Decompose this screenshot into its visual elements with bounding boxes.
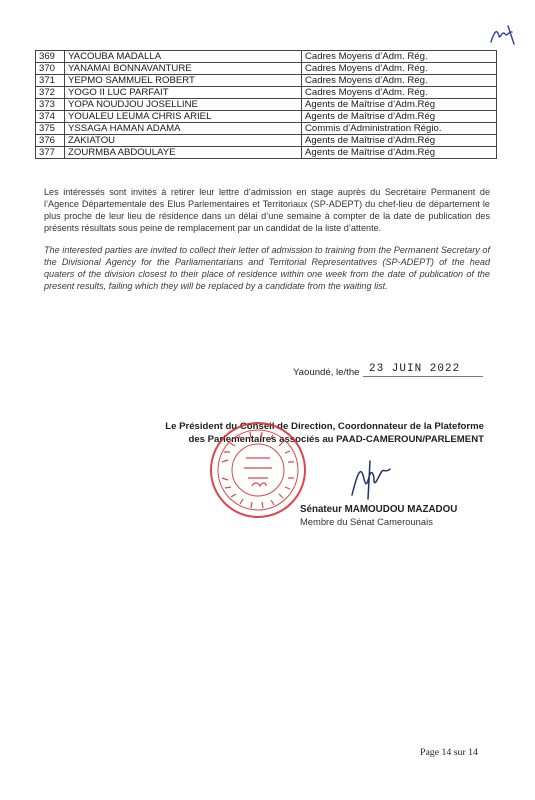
candidate-category: Agents de Maîtrise d’Adm.Rég: [302, 135, 497, 147]
row-number: 377: [36, 147, 65, 159]
candidate-category: Agents de Maîtrise d’Adm.Rég: [302, 111, 497, 123]
row-number: 371: [36, 75, 65, 87]
candidate-name: YOGO II LUC PARFAIT: [65, 87, 302, 99]
row-number: 376: [36, 135, 65, 147]
signer-title-line2: des Parlementaires associés au PAAD-CAMEROUN/PARLEMENT: [188, 434, 484, 445]
table-row: [36, 87, 497, 99]
candidate-category: Cadres Moyens d’Adm. Rég.: [302, 63, 497, 75]
signer-title-line1: Le Président du Conseil de Direction, Coordonnateur de la Plateforme: [165, 421, 484, 432]
table-row: [36, 99, 497, 111]
handwritten-initials-icon: [488, 22, 518, 48]
table-row: [36, 75, 497, 87]
senate-seal-icon: [208, 420, 308, 520]
candidate-category: Commis d’Administration Régio.: [302, 123, 497, 135]
table-row: [36, 123, 497, 135]
row-number: 374: [36, 111, 65, 123]
dateline: [293, 363, 483, 378]
candidate-name: YEPMO SAMMUEL ROBERT: [65, 75, 302, 87]
dateline-rule: [363, 376, 483, 377]
row-number: 370: [36, 63, 65, 75]
candidate-name: YOUALEU LEUMA CHRIS ARIEL: [65, 111, 302, 123]
candidate-category: Agents de Maîtrise d’Adm.Rég: [302, 147, 497, 159]
candidate-name: YACOUBA MADALLA: [65, 51, 302, 63]
dateline-date: 23 JUIN 2022: [369, 363, 461, 375]
table-row: [36, 51, 497, 63]
table-row: [36, 111, 497, 123]
admitted-candidates-table: [35, 50, 497, 159]
page-number: Page 14 sur 14: [420, 747, 478, 758]
candidate-category: Cadres Moyens d’Adm. Rég.: [302, 87, 497, 99]
row-number: 369: [36, 51, 65, 63]
candidate-name: YANAMAI BONNAVANTURE: [65, 63, 302, 75]
table-row: [36, 147, 497, 159]
signer-name: Sénateur MAMOUDOU MAZADOU: [300, 504, 458, 515]
table-row: [36, 63, 497, 75]
table-row: [36, 135, 497, 147]
candidate-name: YOPA NOUDJOU JOSELLINE: [65, 99, 302, 111]
notice-french: Les intéressés sont invités à retirer leur lettre d’admission en stage auprès du Secrétaire Permanent de l’Agence Départementale des Elus Parlementaires et Territoriaux (SP-ADEPT) du chef-lieu de département le plus proche de leur lieu de résidence dans un délai d’une semaine à compter de la date de publication des présents résultats sous peine de remplacement par un candidat de la liste d’attente.: [44, 187, 490, 233]
candidate-name: ZAKIATOU: [65, 135, 302, 147]
row-number: 375: [36, 123, 65, 135]
candidate-name: YSSAGA HAMAN ADAMA: [65, 123, 302, 135]
candidate-name: ZOURMBA ABDOULAYE: [65, 147, 302, 159]
signer-role: Membre du Sénat Camerounais: [300, 516, 433, 527]
dateline-place: Yaoundé, le/the: [293, 367, 360, 378]
row-number: 372: [36, 87, 65, 99]
candidate-category: Agents de Maîtrise d’Adm.Rég: [302, 99, 497, 111]
candidate-category: Cadres Moyens d’Adm. Rég.: [302, 51, 497, 63]
candidate-category: Cadres Moyens d’Adm. Rég.: [302, 75, 497, 87]
notice-english: The interested parties are invited to collect their letter of admission to training from the Permanent Secretary of the Divisional Agency for the Parliamentarians and Territorial Representatives (SP-ADEPT) of the head quaters of the division closest to their place of residence within one week from the date of publication of the present results, failing which they will be replaced by a candidate from the waiting list.: [44, 245, 490, 291]
row-number: 373: [36, 99, 65, 111]
handwritten-signature-icon: [346, 455, 396, 505]
